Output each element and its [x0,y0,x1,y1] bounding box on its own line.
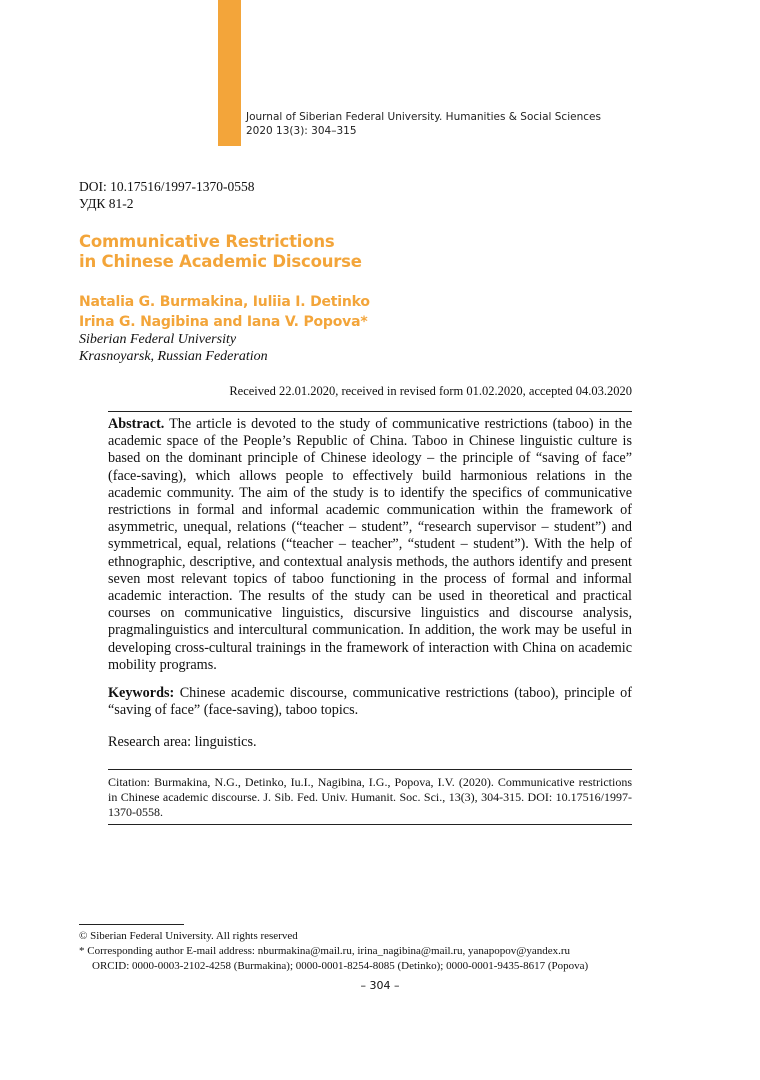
footnote-rule [79,924,184,925]
page-number: – 304 – [360,979,400,992]
title-line-2: in Chinese Academic Discourse [79,252,362,271]
affiliation-location: Krasnoyarsk, Russian Federation [79,349,268,364]
citation-top-rule [108,769,632,770]
authors-line-2: Irina G. Nagibina and Iana V. Popova* [79,314,368,330]
affiliation [79,331,268,365]
abstract-text: The article is devoted to the study of communicative restrictions (taboo) in the academic space of the People’s Republic of China. Taboo in Chinese linguistic culture is based on the dominant principle of Chinese ideology – the principle of “saving of face” (face-saving), which allows people to effectively build harmonious relations in the academic community. The aim of the study is to identify the specifics of communicative restrictions in formal and informal academic communication within the framework of asymmetric, unequal, relations (“teacher – student”, “research supervisor – student”) and symmetrical, equal, relations (“teacher – teacher”, “student – student”). With the help of ethnographic, descriptive, and contextual analysis methods, the authors identify and present seven most relevant topics of taboo functioning in the process of formal and informal academic interaction. The results of the study can be used in theoretical and practical courses on communicative linguistics, discursive linguistics and discourse analysis, pragmalinguistics and intercultural communication. In addition, the work may be useful in developing cross-cultural trainings in the framework of interaction with China on academic mobility programs. [108,416,632,673]
citation: Citation: Burmakina, N.G., Detinko, Iu.I., Nagibina, I.G., Popova, I.V. (2020). Communicative restrictions in Chinese academic discourse. J. Sib. Fed. Univ. Humanit. Soc. Sci., 13(3), 304-315. DOI: 10.17516/1997-1370-0558. [108,775,632,819]
keywords-label: Keywords: [108,685,175,701]
author-list [79,292,370,332]
copyright-note: © Siberian Federal University. All rights reserved [79,930,298,942]
orcid-note: ORCID: 0000-0003-2102-4258 (Burmakina); 0000-0001-8254-8085 (Detinko); 0000-0001-9435-8617 (Popova) [92,960,589,972]
received-dates: Received 22.01.2020, received in revised form 01.02.2020, accepted 04.03.2020 [229,384,632,398]
journal-name: Journal of Siberian Federal University. Humanities & Social Sciences [246,111,601,123]
research-area: Research area: linguistics. [108,734,257,750]
abstract [108,416,632,674]
doi: DOI: 10.17516/1997-1370-0558 [79,179,255,194]
corresponding-author-note: * Corresponding author E-mail address: nburmakina@mail.ru, irina_nagibina@mail.ru, yanapopov@yandex.ru [79,945,571,957]
citation-bottom-rule [108,824,632,825]
article-meta [79,178,255,212]
abstract-label: Abstract. [108,416,165,432]
abstract-top-rule [108,411,632,412]
keywords [108,685,632,719]
journal-header [246,110,601,138]
article-title [79,232,362,272]
footnotes [79,929,588,974]
keywords-text: Chinese academic discourse, communicative restrictions (taboo), principle of “saving of face” (face-saving), taboo topics. [108,685,632,719]
journal-accent-bar [218,0,241,146]
title-line-1: Communicative Restrictions [79,232,335,251]
affiliation-university: Siberian Federal University [79,332,237,347]
udk: УДК 81-2 [79,196,134,211]
journal-issue: 2020 13(3): 304–315 [246,125,357,137]
authors-line-1: Natalia G. Burmakina, Iuliia I. Detinko [79,294,370,310]
